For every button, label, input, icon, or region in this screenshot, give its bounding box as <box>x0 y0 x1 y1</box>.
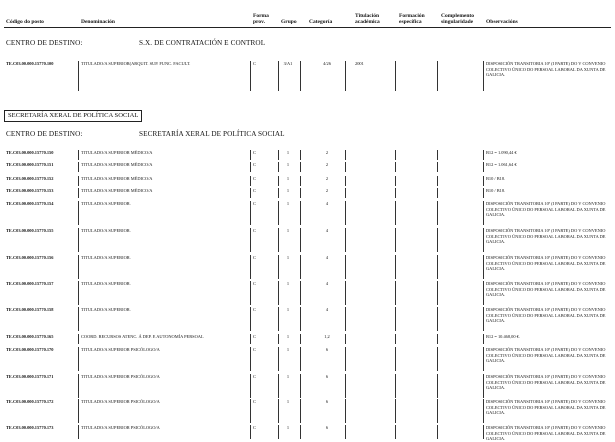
column-divider <box>278 347 279 371</box>
table-row <box>0 188 615 198</box>
column-divider <box>250 334 251 344</box>
cell-gr: 1 <box>286 176 290 181</box>
column-divider <box>78 61 79 91</box>
column-divider <box>437 201 438 225</box>
cell-code: TE.C03.00.000.15770.171 <box>6 374 54 379</box>
column-divider <box>250 228 251 252</box>
cell-fp: C <box>253 188 256 193</box>
column-divider <box>78 201 79 225</box>
column-divider <box>345 176 346 186</box>
table-row <box>0 281 615 305</box>
column-divider <box>437 399 438 423</box>
table-row <box>0 399 615 423</box>
column-divider <box>250 201 251 225</box>
column-divider <box>300 150 301 160</box>
column-divider <box>437 150 438 160</box>
column-divider <box>78 374 79 398</box>
column-divider <box>300 425 301 439</box>
column-divider <box>395 425 396 439</box>
cell-code: TE.C03.00.000.15770.173 <box>6 425 54 430</box>
column-divider <box>345 374 346 398</box>
col-header-titulacion: Titulación académica <box>355 13 380 25</box>
column-divider <box>78 334 79 344</box>
cell-cat: 4 <box>325 228 329 233</box>
cell-gr: 1 <box>286 307 290 312</box>
table-row <box>0 374 615 398</box>
section2-label: CENTRO DE DESTINO: <box>6 130 83 138</box>
cell-cat: 6 <box>325 399 329 404</box>
column-divider <box>300 162 301 172</box>
cell-den: TITULADO/A SUPERIOR MÉDICO/A <box>81 150 153 155</box>
column-divider <box>483 255 484 279</box>
column-divider <box>250 61 251 91</box>
boxed-section-title: SECRETARÍA XERAL DE POLÍTICA SOCIAL <box>4 110 142 122</box>
cell-obs: B12 = 10.468,00 €. <box>486 334 520 339</box>
column-divider <box>483 334 484 344</box>
column-divider <box>300 255 301 279</box>
cell-cat: 4 <box>325 307 329 312</box>
column-divider <box>437 188 438 198</box>
column-divider <box>300 307 301 331</box>
column-divider <box>250 188 251 198</box>
column-divider <box>395 61 396 91</box>
column-divider <box>483 228 484 252</box>
cell-fp: C <box>253 61 256 66</box>
column-divider <box>78 281 79 305</box>
column-divider <box>278 307 279 331</box>
column-divider <box>250 425 251 439</box>
cell-cat: 2 <box>325 162 329 167</box>
section1-name: S.X. DE CONTRATACIÓN E CONTROL <box>139 39 266 47</box>
cell-code: TE.C03.00.000.15770.156 <box>6 255 54 260</box>
column-divider <box>250 347 251 371</box>
column-divider <box>483 374 484 398</box>
cell-obs: B12 = 1.061,64 € <box>486 162 517 167</box>
col-header-formacion: Formación específica <box>399 13 425 25</box>
cell-gr: 1 <box>286 188 290 193</box>
column-divider <box>345 281 346 305</box>
column-divider <box>300 374 301 398</box>
cell-gr: 1 <box>286 150 290 155</box>
column-divider <box>78 162 79 172</box>
column-divider <box>278 228 279 252</box>
column-divider <box>300 347 301 371</box>
column-divider <box>300 61 301 91</box>
cell-gr: 1 <box>286 347 290 352</box>
column-divider <box>437 61 438 91</box>
cell-fp: C <box>253 176 256 181</box>
cell-cat: 4 <box>325 201 329 206</box>
col-header-forma: Forma prov. <box>253 13 269 25</box>
cell-cat: 4 <box>325 255 329 260</box>
column-divider <box>300 399 301 423</box>
cell-code: TE.C03.00.000.15770.170 <box>6 347 54 352</box>
cell-cat: 6 <box>325 347 329 352</box>
column-divider <box>483 162 484 172</box>
cell-gr: 1 <box>286 425 290 430</box>
cell-cat: 1,2 <box>324 334 330 339</box>
cell-obs: DISPOSICIÓN TRANSITORIA 10ª (I PARTE) DO V CONVENIO COLECTIVO ÚNICO DO PERSOAL LABORAL DA XUNTA DE GALICIA. <box>486 399 606 416</box>
cell-cat: 4/26 <box>323 61 331 66</box>
cell-den: TITULADO/A SUPERIOR MÉDICO/A <box>81 188 153 193</box>
cell-obs: B10 / B18. <box>486 176 506 181</box>
column-divider <box>345 425 346 439</box>
column-divider <box>345 201 346 225</box>
column-divider <box>483 307 484 331</box>
cell-code: TE.C03.00.000.15770.100 <box>6 61 54 66</box>
column-divider <box>395 255 396 279</box>
column-divider <box>78 399 79 423</box>
column-divider <box>345 228 346 252</box>
column-divider <box>278 425 279 439</box>
cell-gr: 1 <box>286 162 290 167</box>
column-divider <box>278 188 279 198</box>
cell-obs: DISPOSICIÓN TRANSITORIA 10ª (I PARTE) DO V CONVENIO COLECTIVO ÚNICO DO PERSOAL LABORAL DA XUNTA DE GALICIA. <box>486 281 606 298</box>
table-row <box>0 162 615 172</box>
column-divider <box>395 162 396 172</box>
cell-obs: B12 = 1.090,44 € <box>486 150 517 155</box>
table-row <box>0 347 615 371</box>
table-row <box>0 201 615 225</box>
column-divider <box>437 228 438 252</box>
cell-cat: 4 <box>325 281 329 286</box>
table-row <box>0 61 615 91</box>
column-divider <box>278 399 279 423</box>
table-row <box>0 425 615 442</box>
column-divider <box>395 201 396 225</box>
cell-gr: 1 <box>286 281 290 286</box>
col-header-codigo: Código do posto <box>6 19 44 25</box>
cell-den: TITULADO/A SUPERIOR MÉDICO/A <box>81 162 153 167</box>
column-divider <box>300 188 301 198</box>
cell-code: TE.C03.00.000.15770.158 <box>6 307 54 312</box>
cell-obs: DISPOSICIÓN TRANSITORIA 10ª (I PARTE) DO V CONVENIO COLECTIVO ÚNICO DO PERSOAL LABORAL DA XUNTA DE GALICIA. <box>486 307 606 324</box>
cell-gr: 1 <box>286 399 290 404</box>
cell-den: TITULADO/A SUPERIOR. <box>81 228 131 233</box>
cell-cat: 6 <box>325 425 329 430</box>
column-divider <box>483 347 484 371</box>
section2-name: SECRETARÍA XERAL DE POLÍTICA SOCIAL <box>139 130 285 138</box>
column-divider <box>278 334 279 344</box>
cell-den: TITULADO/A SUPERIOR. <box>81 307 131 312</box>
column-divider <box>437 307 438 331</box>
cell-fp: C <box>253 334 256 339</box>
column-divider <box>345 162 346 172</box>
cell-den: TITULADO/A SUPERIOR. <box>81 201 131 206</box>
cell-fp: C <box>253 201 256 206</box>
column-divider <box>78 307 79 331</box>
cell-gr: 1 <box>286 334 290 339</box>
column-divider <box>278 201 279 225</box>
column-divider <box>483 425 484 439</box>
cell-den: COORD. RECURSOS ATENC. Á DEP. E AUTONOMÍA PERSOAL <box>81 334 204 339</box>
column-divider <box>345 334 346 344</box>
cell-fp: C <box>253 307 256 312</box>
column-divider <box>250 374 251 398</box>
column-divider <box>437 334 438 344</box>
cell-code: TE.C03.00.000.15770.157 <box>6 281 54 286</box>
cell-fp: C <box>253 399 256 404</box>
column-divider <box>278 150 279 160</box>
cell-code: TE.C03.00.000.15770.155 <box>6 228 54 233</box>
column-divider <box>278 255 279 279</box>
column-divider <box>483 399 484 423</box>
table-row <box>0 255 615 279</box>
cell-gr: 1 <box>286 201 290 206</box>
cell-obs: DISPOSICIÓN TRANSITORIA 10ª (I PARTE) DO V CONVENIO COLECTIVO ÚNICO DO PERSOAL LABORAL DA XUNTA DE GALICIA. <box>486 255 606 272</box>
col-header-categoria: Categoría <box>309 19 333 25</box>
cell-cat: 2 <box>325 150 329 155</box>
cell-tit: 2001 <box>355 61 364 66</box>
column-divider <box>437 281 438 305</box>
cell-cat: 2 <box>325 188 329 193</box>
column-divider <box>78 347 79 371</box>
column-divider <box>300 334 301 344</box>
column-divider <box>250 150 251 160</box>
col-header-denominacion: Denominación <box>81 19 115 25</box>
column-divider <box>300 176 301 186</box>
column-divider <box>250 255 251 279</box>
column-divider <box>278 374 279 398</box>
header-rule <box>4 27 611 28</box>
column-divider <box>395 150 396 160</box>
column-divider <box>345 255 346 279</box>
cell-den: TITULADO/A SUPERIOR. <box>81 255 131 260</box>
column-divider <box>78 255 79 279</box>
column-divider <box>345 61 346 91</box>
column-divider <box>278 281 279 305</box>
column-divider <box>437 162 438 172</box>
cell-obs: DISPOSICIÓN TRANSITORIA 10ª (I PARTE) DO V CONVENIO COLECTIVO ÚNICO DO PERSOAL LABORAL DA XUNTA DE GALICIA. <box>486 61 606 78</box>
column-divider <box>250 281 251 305</box>
column-divider <box>395 281 396 305</box>
column-divider <box>483 201 484 225</box>
cell-den: TITULADO/A SUPERIOR MÉDICO/A <box>81 176 153 181</box>
column-divider <box>395 347 396 371</box>
col-header-complemento: Complemento singularidade <box>441 13 474 25</box>
cell-fp: C <box>253 255 256 260</box>
cell-code: TE.C03.00.000.15770.172 <box>6 399 54 404</box>
cell-code: TE.C03.00.000.15770.153 <box>6 188 54 193</box>
column-divider <box>437 176 438 186</box>
cell-code: TE.C03.00.000.15770.152 <box>6 176 54 181</box>
column-divider <box>345 399 346 423</box>
cell-fp: C <box>253 281 256 286</box>
cell-gr: 1 <box>286 228 290 233</box>
cell-gr: 1 <box>286 255 290 260</box>
cell-code: TE.C03.00.000.15770.151 <box>6 162 54 167</box>
column-divider <box>395 188 396 198</box>
cell-den: TITULADO/A SUPERIOR PSICÓLOGO/A <box>81 347 160 352</box>
cell-obs: DISPOSICIÓN TRANSITORIA 10ª (I PARTE) DO V CONVENIO COLECTIVO ÚNICO DO PERSOAL LABORAL DA XUNTA DE GALICIA. <box>486 228 606 245</box>
col-header-observacions: Observacións <box>486 19 518 25</box>
column-divider <box>278 162 279 172</box>
column-divider <box>483 150 484 160</box>
cell-fp: C <box>253 374 256 379</box>
table-row <box>0 150 615 160</box>
cell-obs: B10 / B18. <box>486 188 506 193</box>
column-divider <box>483 176 484 186</box>
cell-cat: 2 <box>325 176 329 181</box>
cell-fp: C <box>253 150 256 155</box>
column-divider <box>300 201 301 225</box>
table-row <box>0 176 615 186</box>
cell-gr: 1 <box>286 374 290 379</box>
table-row <box>0 228 615 252</box>
column-divider <box>300 228 301 252</box>
column-divider <box>395 307 396 331</box>
column-divider <box>395 228 396 252</box>
column-divider <box>250 162 251 172</box>
cell-code: TE.C03.00.000.15770.150 <box>6 150 54 155</box>
cell-obs: DISPOSICIÓN TRANSITORIA 10ª (I PARTE) DO V CONVENIO COLECTIVO ÚNICO DO PERSOAL LABORAL DA XUNTA DE GALICIA. <box>486 374 606 391</box>
column-divider <box>437 425 438 439</box>
cell-obs: DISPOSICIÓN TRANSITORIA 10ª (I PARTE) DO V CONVENIO COLECTIVO ÚNICO DO PERSOAL LABORAL DA XUNTA DE GALICIA. <box>486 201 606 218</box>
cell-obs: DISPOSICIÓN TRANSITORIA 10ª (I PARTE) DO V CONVENIO COLECTIVO ÚNICO DO PERSOAL LABORAL DA XUNTA DE GALICIA. <box>486 347 606 364</box>
column-divider <box>483 61 484 91</box>
column-divider <box>483 188 484 198</box>
cell-den: TITULADO/A SUPERIOR. <box>81 281 131 286</box>
column-divider <box>300 281 301 305</box>
column-divider <box>395 334 396 344</box>
cell-fp: C <box>253 228 256 233</box>
column-divider <box>250 399 251 423</box>
column-divider <box>395 399 396 423</box>
cell-cat: 6 <box>325 374 329 379</box>
column-divider <box>437 347 438 371</box>
column-divider <box>345 347 346 371</box>
cell-obs: DISPOSICIÓN TRANSITORIA 10ª (I PARTE) DO V CONVENIO COLECTIVO ÚNICO DO PERSOAL LABORAL DA XUNTA DE GALICIA. <box>486 425 606 442</box>
cell-den: TITULADO/A SUPERIOR PSICÓLOGO/A <box>81 399 160 404</box>
table-row <box>0 307 615 331</box>
column-divider <box>278 176 279 186</box>
column-divider <box>345 307 346 331</box>
column-divider <box>250 176 251 186</box>
column-divider <box>437 374 438 398</box>
column-divider <box>345 150 346 160</box>
column-divider <box>78 228 79 252</box>
column-divider <box>345 188 346 198</box>
column-divider <box>78 188 79 198</box>
cell-code: TE.C03.00.000.15770.165 <box>6 334 54 339</box>
cell-gr: 3/A1 <box>283 61 293 66</box>
column-divider <box>78 176 79 186</box>
cell-fp: C <box>253 347 256 352</box>
cell-fp: C <box>253 425 256 430</box>
cell-code: TE.C03.00.000.15770.154 <box>6 201 54 206</box>
table-row <box>0 334 615 344</box>
column-divider <box>395 374 396 398</box>
column-divider <box>437 255 438 279</box>
column-divider <box>78 150 79 160</box>
cell-den: TITULADO/A SUPERIOR(ARQUIT. SUP. FUNC. FACULT. <box>81 61 191 66</box>
col-header-grupo: Grupo <box>281 19 297 25</box>
cell-fp: C <box>253 162 256 167</box>
column-divider <box>483 281 484 305</box>
cell-den: TITULADO/A SUPERIOR PSICÓLOGO/A <box>81 374 160 379</box>
column-divider <box>250 307 251 331</box>
column-divider <box>395 176 396 186</box>
column-divider <box>278 61 279 91</box>
column-divider <box>78 425 79 439</box>
section1-label: CENTRO DE DESTINO: <box>6 39 83 47</box>
cell-den: TITULADO/A SUPERIOR PSICÓLOGO/A <box>81 425 160 430</box>
